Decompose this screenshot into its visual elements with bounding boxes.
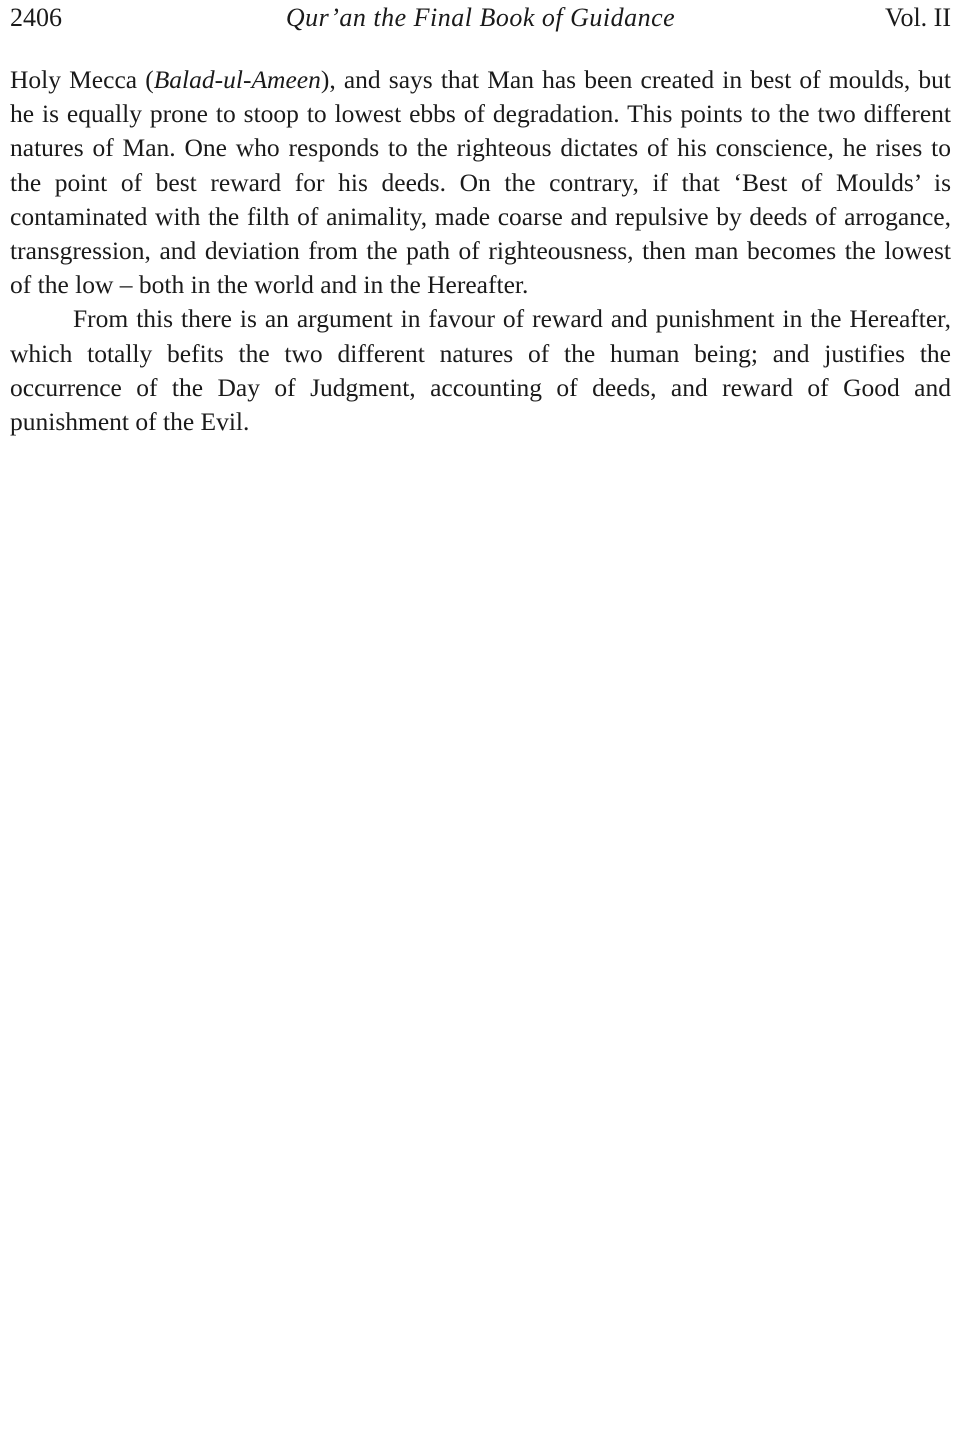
volume-label: Vol. II: [885, 3, 951, 32]
paragraph-2: From this there is an argument in favour of reward and punishment in the Hereafter, which totally befits the two different natures of the human being; and justifies the occurrence of the Day of Judgment, accounting of deeds, and reward of Good and punishment of the Evil.: [10, 304, 951, 437]
paragraph-1-italic-term: Balad-ul-Ameen: [153, 65, 321, 94]
body-text: [10, 63, 951, 439]
paragraph-1-lead: Holy Mecca (: [10, 65, 154, 94]
paragraph-1: [10, 63, 951, 302]
book-title: Qur’an the Final Book of Guidance: [285, 3, 676, 32]
page-number: 2406: [10, 3, 62, 32]
running-header: [10, 0, 951, 36]
paragraph-1-rest: ), and says that Man has been created in best of moulds, but he is equally prone to stoop to lowest ebbs of degradation. This points to the two different natures of Man. One who responds to the righteous dictates of his conscience, he rises to the point of best reward for his deeds. On the contrary, if that ‘Best of Moulds’ is contaminated with the filth of animality, made coarse and repulsive by deeds of arrogance, transgression, and deviation from the path of righteousness, then man becomes the lowest of the low – both in the world and in the Hereafter.: [10, 65, 951, 300]
book-page: [10, 0, 951, 439]
